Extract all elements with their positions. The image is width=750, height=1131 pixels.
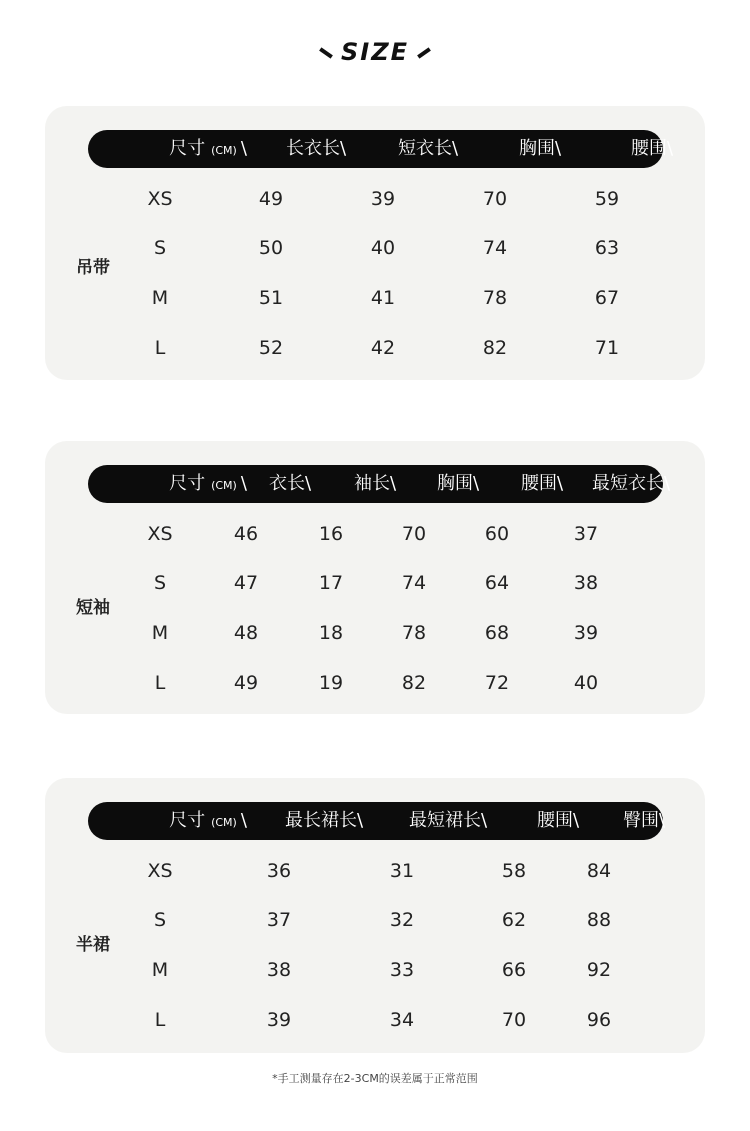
- value-cell: 92: [586, 959, 612, 981]
- value-cell: 36: [266, 860, 292, 882]
- column-header: 最长裙长\: [284, 810, 364, 831]
- value-cell: 68: [484, 622, 510, 644]
- garment-type-label: 吊带: [76, 258, 110, 278]
- value-cell: 40: [370, 237, 396, 259]
- slash-icon-left: [319, 47, 333, 58]
- value-cell: 39: [573, 622, 599, 644]
- value-cell: 70: [501, 1009, 527, 1031]
- size-table-panel: [45, 441, 705, 714]
- value-cell: 16: [318, 523, 344, 545]
- value-cell: 71: [594, 337, 620, 359]
- header-size-text: 尺寸: [169, 473, 206, 494]
- value-cell: 74: [401, 572, 427, 594]
- value-cell: 51: [258, 287, 284, 309]
- value-cell: 37: [573, 523, 599, 545]
- table-header-bar: [88, 802, 666, 840]
- size-cell: XS: [147, 523, 173, 545]
- header-size-text: 尺寸: [169, 138, 206, 159]
- column-header: 最短裙长\: [408, 810, 488, 831]
- header-size-text: 尺寸: [169, 810, 206, 831]
- column-header: 腰围\: [536, 810, 580, 831]
- size-cell: M: [151, 959, 169, 981]
- value-cell: 59: [594, 188, 620, 210]
- value-cell: 52: [258, 337, 284, 359]
- header-size-label: [169, 465, 247, 503]
- value-cell: 38: [573, 572, 599, 594]
- value-cell: 49: [233, 672, 259, 694]
- table-row: [45, 333, 705, 363]
- table-row: [45, 568, 705, 598]
- size-cell: M: [151, 622, 169, 644]
- value-cell: 42: [370, 337, 396, 359]
- header-size-separator: \: [240, 810, 247, 831]
- header-size-label: [169, 130, 247, 168]
- value-cell: 48: [233, 622, 259, 644]
- table-row: [45, 519, 705, 549]
- measurement-note: *手工测量存在2-3CM的误差属于正常范围: [272, 1072, 478, 1085]
- value-cell: 70: [482, 188, 508, 210]
- value-cell: 64: [484, 572, 510, 594]
- size-cell: S: [153, 909, 167, 931]
- table-row: [45, 905, 705, 935]
- table-row: [45, 283, 705, 313]
- garment-type-label: 短袖: [76, 598, 110, 618]
- table-row: [45, 233, 705, 263]
- value-cell: 62: [501, 909, 527, 931]
- value-cell: 38: [266, 959, 292, 981]
- column-header: 衣长\: [268, 473, 312, 494]
- value-cell: 17: [318, 572, 344, 594]
- value-cell: 32: [389, 909, 415, 931]
- size-cell: M: [151, 287, 169, 309]
- column-header: 腰围\: [630, 138, 674, 159]
- value-cell: 78: [482, 287, 508, 309]
- value-cell: 66: [501, 959, 527, 981]
- table-row: [45, 955, 705, 985]
- value-cell: 96: [586, 1009, 612, 1031]
- column-header: 臀围\: [622, 810, 666, 831]
- value-cell: 41: [370, 287, 396, 309]
- value-cell: 70: [401, 523, 427, 545]
- value-cell: 88: [586, 909, 612, 931]
- value-cell: 50: [258, 237, 284, 259]
- header-size-separator: \: [240, 473, 247, 494]
- value-cell: 40: [573, 672, 599, 694]
- size-cell: S: [153, 572, 167, 594]
- column-header: 胸围\: [518, 138, 562, 159]
- title-text: SIZE: [340, 38, 409, 66]
- size-cell: L: [154, 1009, 166, 1031]
- value-cell: 46: [233, 523, 259, 545]
- column-header: 胸围\: [436, 473, 480, 494]
- value-cell: 47: [233, 572, 259, 594]
- value-cell: 82: [482, 337, 508, 359]
- table-header-bar: [88, 130, 674, 168]
- column-header: 最短衣长\: [591, 473, 671, 494]
- value-cell: 67: [594, 287, 620, 309]
- column-header: 腰围\: [520, 473, 564, 494]
- size-table-panel: [45, 778, 705, 1053]
- table-row: [45, 1005, 705, 1035]
- value-cell: 82: [401, 672, 427, 694]
- value-cell: 60: [484, 523, 510, 545]
- header-size-unit: (CM): [211, 479, 237, 492]
- page-title: [0, 38, 750, 66]
- header-size-unit: (CM): [211, 144, 237, 157]
- value-cell: 37: [266, 909, 292, 931]
- value-cell: 31: [389, 860, 415, 882]
- size-cell: XS: [147, 860, 173, 882]
- value-cell: 18: [318, 622, 344, 644]
- size-cell: S: [153, 237, 167, 259]
- size-cell: L: [154, 337, 166, 359]
- table-header-bar: [88, 465, 671, 503]
- header-size-unit: (CM): [211, 816, 237, 829]
- garment-type-label: 半裙: [76, 935, 110, 955]
- column-header: 袖长\: [353, 473, 397, 494]
- value-cell: 34: [389, 1009, 415, 1031]
- value-cell: 72: [484, 672, 510, 694]
- value-cell: 58: [501, 860, 527, 882]
- column-header: 长衣长\: [285, 138, 347, 159]
- value-cell: 19: [318, 672, 344, 694]
- value-cell: 74: [482, 237, 508, 259]
- size-cell: XS: [147, 188, 173, 210]
- table-row: [45, 668, 705, 698]
- size-cell: L: [154, 672, 166, 694]
- value-cell: 39: [370, 188, 396, 210]
- header-size-label: [169, 802, 247, 840]
- table-row: [45, 618, 705, 648]
- column-header: 短衣长\: [397, 138, 459, 159]
- size-table-panel: [45, 106, 705, 380]
- value-cell: 63: [594, 237, 620, 259]
- value-cell: 39: [266, 1009, 292, 1031]
- value-cell: 33: [389, 959, 415, 981]
- value-cell: 49: [258, 188, 284, 210]
- table-row: [45, 856, 705, 886]
- value-cell: 84: [586, 860, 612, 882]
- slash-icon-right: [417, 47, 431, 58]
- value-cell: 78: [401, 622, 427, 644]
- table-row: [45, 184, 705, 214]
- header-size-separator: \: [240, 138, 247, 159]
